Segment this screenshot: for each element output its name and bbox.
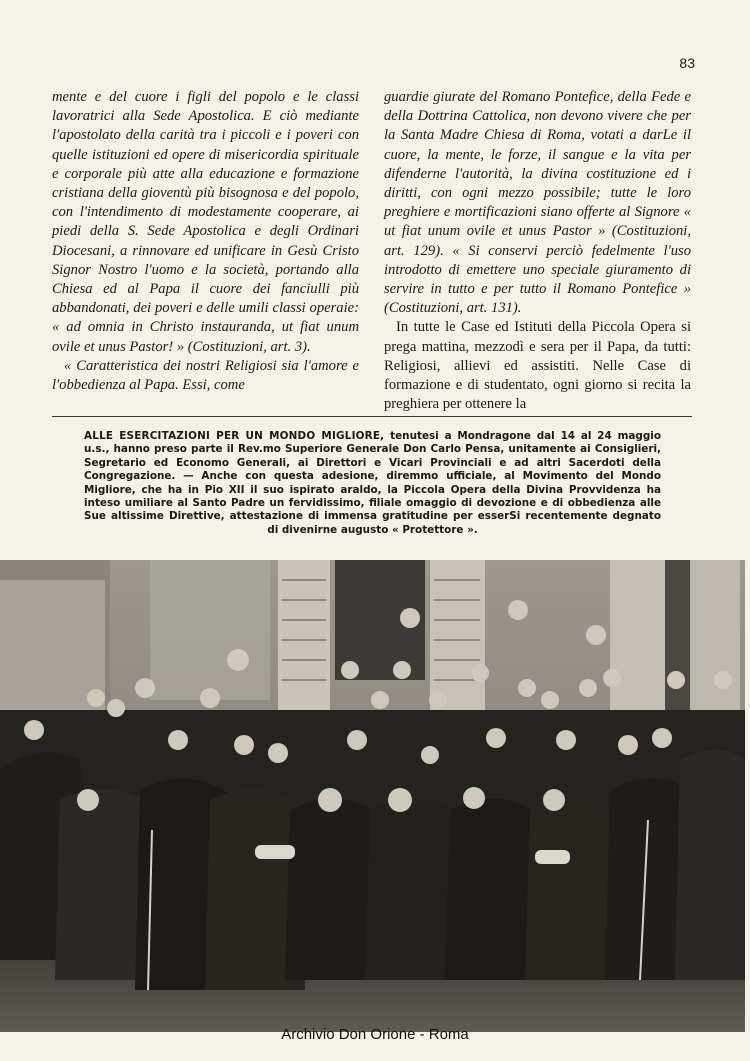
page-number: 83 bbox=[679, 55, 695, 71]
group-photograph bbox=[0, 560, 745, 1032]
left-paragraph-1: mente e del cuore i figli del popolo e le classi lavoratrici alla Sede Apostolica. E ciò mediante l'apostolato della carità tra i piccoli e i poveri con quelle istituzioni ed opere di misericordia spirituale e corporale più atte alla educazione e formazione cristiana della gioventù più bisognosa e del popolo, con l'intendimento di modestamente cooperare, ai piedi della S. Sede Apostolica e degli Ordinari Diocesani, a rinnovare ed unificare in Gesù Cristo Signor Nostro l'uomo e la società, portando alla Chiesa ed al Papa il cuore dei fanciulli più abbandonati, dei poveri e delle umili classi operaie: « ad omnia in Christo instauranda, ut fiat unum ovile et unus Pastor! » (Costituzioni, art. 3). bbox=[52, 89, 359, 355]
photo-caption bbox=[84, 430, 661, 537]
right-text-column bbox=[384, 88, 691, 414]
right-paragraph-2: In tutte le Case ed Istituti della Piccola Opera si prega mattina, mezzodì e sera per il Papa, da tutti: Religiosi, allievi ed assistiti. Nelle Case di formazione e di studentato, ogni giorno si recita la preghiera per ottenere la bbox=[384, 319, 691, 413]
right-paragraph-1: guardie giurate del Romano Pontefice, della Fede e della Dottrina Cattolica, non devono vivere che per la Santa Madre Chiesa di Roma, votati a darLe il cuore, la mente, le forze, il sangue e la vita per difenderne l'autorità, la divina costituzione ed i diritti, con ogni mezzo possibile; tutte le loro preghiere e mortificazioni siano offerte al Signore « ut fiat unum ovile et unus Pastor » (Costituzioni, art. 129). « Si conservi perciò fedelmente l'uso introdotto di emettere uno speciale giuramento di servire in tutto e per tutto il Romano Pontefice » (Costituzioni, art. 131). bbox=[384, 89, 691, 317]
caption-body: tenutesi a Mondragone dal 14 al 24 maggio u.s., hanno preso parte il Rev.mo Superiore Generale Don Carlo Pensa, unitamente ai Consiglieri, Segretario ed Economo Generali, ai Direttori e Vicari Provinciali e ad altri Sacerdoti della Congregazione. — Anche con questa adesione, diremmo ufficiale, al Movimento del Mondo Migliore, che ha in Pio XII il suo ispirato araldo, la Piccola Opera della Divina Provvidenza ha inteso umiliare al Santo Padre un fervidissimo, filiale omaggio di devozione e di obbedienza alle Sue altissime Direttive, attestazione di immensa gratitudine per esserSi recentemente degnato di divenirne augusto « Protettore ». bbox=[84, 430, 661, 536]
left-paragraph-2: « Caratteristica dei nostri Religiosi sia l'amore e l'obbedienza al Papa. Essi, come bbox=[52, 357, 359, 394]
archive-watermark: Archivio Don Orione - Roma bbox=[281, 1026, 469, 1043]
group-photo-illustration bbox=[0, 560, 745, 1032]
caption-lead: ALLE ESERCITAZIONI PER UN MONDO MIGLIORE, bbox=[84, 430, 385, 442]
section-divider bbox=[52, 416, 692, 417]
left-text-column bbox=[52, 88, 359, 395]
